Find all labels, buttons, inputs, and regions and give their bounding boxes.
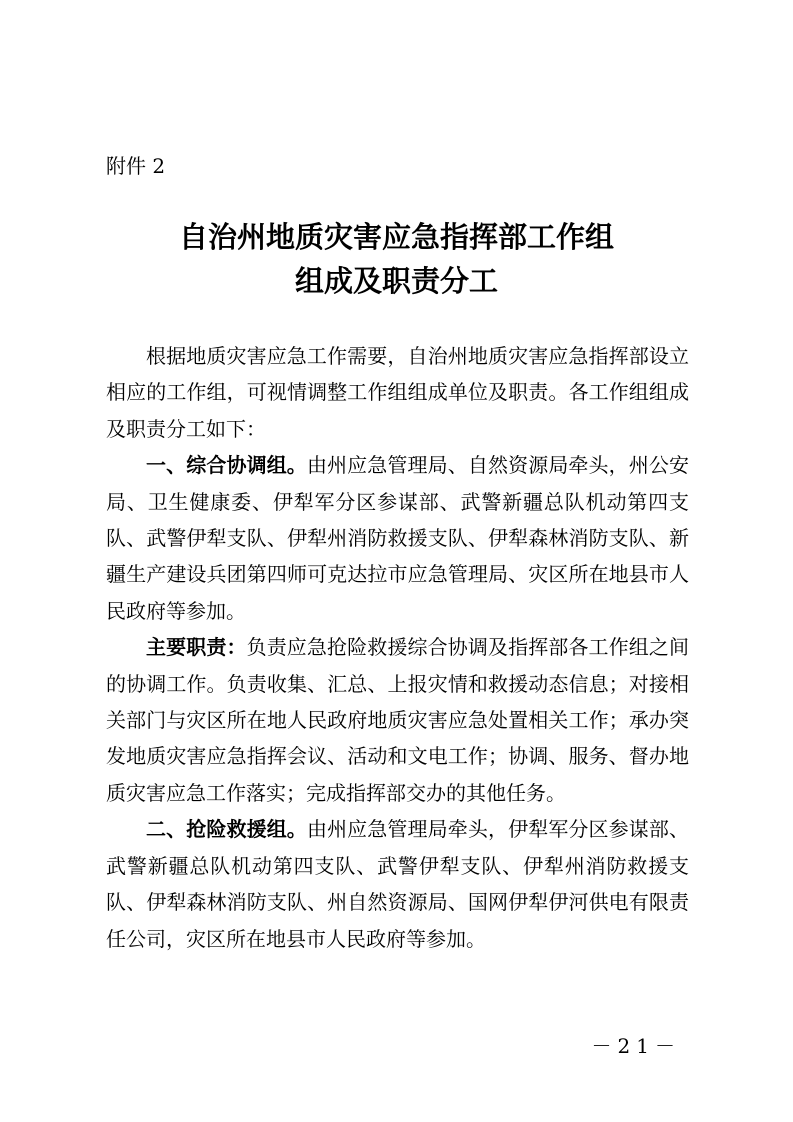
group2-heading: 二、抢险救援组。: [146, 817, 307, 842]
group1-heading: 一、综合协调组。: [146, 453, 307, 478]
document-body: [106, 338, 689, 957]
attachment-label: 附件 2: [106, 154, 166, 178]
group1-text: 由州应急管理局、自然资源局牵头，州公安局、卫生健康委、伊犁军分区参谋部、武警新疆总队机动第四支队、武警伊犁支队、伊犁州消防救援支队、伊犁森林消防支队、新疆生产建设兵团第四师可克达拉市应急管理局、灾区所在地县市人民政府等参加。: [106, 453, 690, 623]
group2-paragraph: [106, 811, 689, 957]
intro-paragraph: 根据地质灾害应急工作需要，自治州地质灾害应急指挥部设立相应的工作组，可视情调整工作组组成单位及职责。各工作组组成及职责分工如下：: [106, 344, 689, 441]
group1-duties-paragraph: [106, 629, 689, 811]
document-title-line-2: 组成及职责分工: [294, 264, 498, 298]
group1-duties-text: 负责应急抢险救援综合协调及指挥部各工作组之间的协调工作。负责收集、汇总、上报灾情和救援动态信息；对接相关部门与灾区所在地人民政府地质灾害应急处置相关工作；承办突发地质灾害应急指挥会议、活动和文电工作；协调、服务、督办地质灾害应急工作落实；完成指挥部交办的其他任务。: [106, 635, 690, 805]
group2-text: 由州应急管理局牵头，伊犁军分区参谋部、武警新疆总队机动第四支队、武警伊犁支队、伊犁州消防救援支队、伊犁森林消防支队、州自然资源局、国网伊犁伊河供电有限责任公司，灾区所在地县市人民政府等参加。: [106, 817, 690, 951]
group1-paragraph: [106, 447, 689, 629]
group1-duties-heading: 主要职责：: [146, 635, 247, 660]
page-number: －21－: [591, 1034, 681, 1058]
document-title-line-1: 自治州地质灾害应急指挥部工作组: [178, 220, 614, 254]
